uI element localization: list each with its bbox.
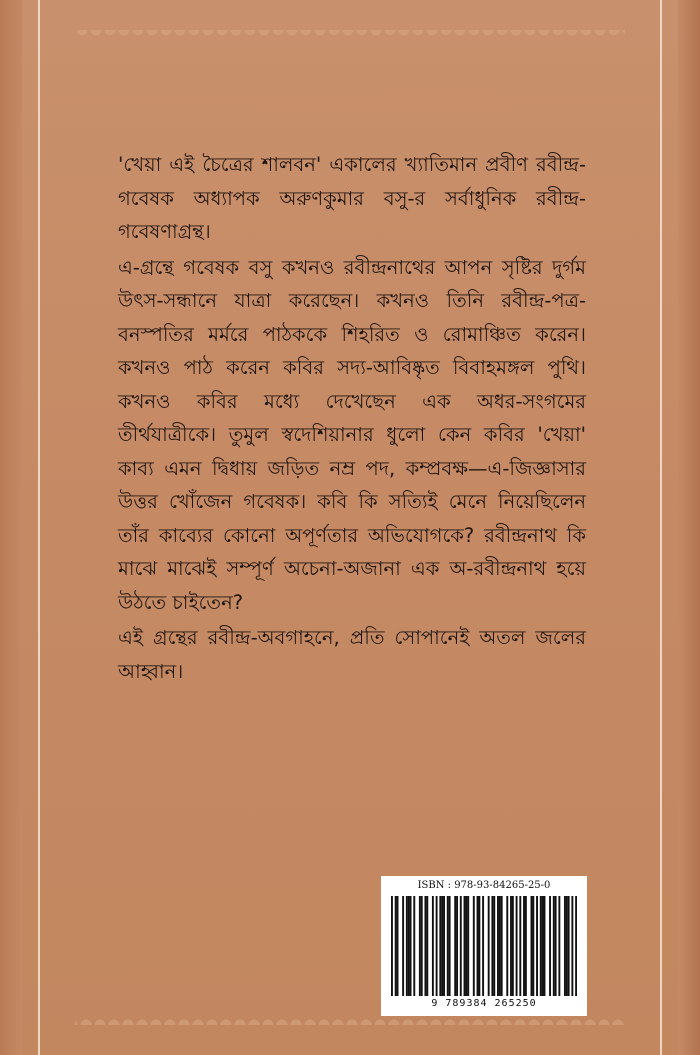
barcode-bar (421, 896, 423, 996)
barcode-bar (555, 896, 557, 996)
blurb-text (118, 148, 586, 690)
barcode-bar (501, 896, 503, 996)
barcode-bar (497, 896, 499, 996)
barcode-bar (568, 896, 570, 996)
barcode-bar (536, 896, 538, 996)
barcode-bar (391, 896, 393, 996)
barcode-bar (493, 896, 495, 996)
cover-left-edge (0, 0, 22, 1055)
barcode-bar (488, 896, 490, 996)
barcode-bar (566, 896, 568, 996)
barcode-bar (564, 896, 566, 996)
barcode-bar (575, 896, 577, 996)
border-line-right (660, 0, 662, 1055)
barcode-bar (553, 896, 555, 996)
barcode-panel (381, 876, 587, 1016)
barcode-bar (465, 896, 467, 996)
barcode-bar (460, 896, 462, 996)
barcode-icon (391, 896, 577, 996)
barcode-bar (499, 896, 501, 996)
barcode-bar (510, 896, 512, 996)
barcode-bar (410, 896, 412, 996)
barcode-bar (516, 896, 518, 996)
barcode-bar (449, 896, 451, 996)
barcode-bar (512, 896, 514, 996)
barcode-bar (544, 896, 546, 996)
blurb-paragraph-1: 'খেয়া এই চৈত্রের শালবন' একালের খ্যাতিমান প্রবীণ রবীন্দ্র-গবেষক অধ্যাপক অরুণকুমার বসু-র সর্বাধুনিক রবীন্দ্র-গবেষণাগ্রন্থ। (118, 153, 586, 243)
cover-right-edge (678, 0, 700, 1055)
barcode-bar (506, 896, 508, 996)
barcode-bar (542, 896, 544, 996)
barcode-bar (519, 896, 521, 996)
barcode-bar (402, 896, 404, 996)
barcode-bar (426, 896, 428, 996)
barcode-bar (436, 896, 438, 996)
barcode-bar (397, 896, 399, 996)
barcode-bar (406, 896, 408, 996)
barcode-bar (540, 896, 542, 996)
barcode-bar (477, 896, 479, 996)
barcode-bar (523, 896, 525, 996)
barcode-bar (531, 896, 533, 996)
blurb-paragraph-3: এই গ্রন্থের রবীন্দ্র-অবগাহনে, প্রতি সোপানেই অতল জলের আহ্বান। (118, 626, 586, 683)
barcode-bar (571, 896, 573, 996)
barcode-bar (456, 896, 458, 996)
barcode-bar (473, 896, 475, 996)
barcode-bar (447, 896, 449, 996)
barcode-bar (395, 896, 397, 996)
barcode-bar (491, 896, 493, 996)
decorative-border-top (75, 30, 625, 44)
barcode-bar (408, 896, 410, 996)
barcode-bar (413, 896, 415, 996)
barcode-digits: 9 789384 265250 (431, 998, 537, 1009)
barcode-bar (439, 896, 441, 996)
barcode-bar (432, 896, 434, 996)
barcode-bar (525, 896, 527, 996)
barcode-bar (532, 896, 534, 996)
isbn-label: ISBN : 978-93-84265-25-0 (417, 880, 551, 891)
blurb-paragraph-2: এ-গ্রন্থে গবেষক বসু কখনও রবীন্দ্রনাথের আপন সৃষ্টির দুর্গম উৎস-সন্ধানে যাত্রা করেছেন। কখনও তিনি রবীন্দ্র-পত্র-বনস্পতির মর্মরে পাঠককে শিহরিত ও রোমাঞ্চিত করেন। কখনও পাঠ করেন কবির সদ্য-আবিষ্কৃত বিবাহমঙ্গল পুথি। কখনও কবির মধ্যে দেখেছেন এক অধর-সংগমের তীর্থযাত্রীকে। তুমুল স্বদেশিয়ানার ধুলো কেন কবির 'খেয়া' কাব্য এমন দ্বিধায় জড়িত নম্র পদ, কম্প্রবক্ষ—এ-জিজ্ঞাসার উত্তর খোঁজেন গবেষক। কবি কি সত্যিই মেনে নিয়েছিলেন তাঁর কাব্যের কোনো অপূর্ণতার অভিযোগকে? রবীন্দ্রনাথ কি মাঝে মাঝেই সম্পূর্ণ অচেনা-অজানা এক অ-রবীন্দ্রনাথ হয়ে উঠতে চাইতেন? (118, 255, 586, 614)
border-line-left (38, 0, 40, 1055)
barcode-bar (443, 896, 445, 996)
barcode-bar (419, 896, 421, 996)
barcode-bar (467, 896, 469, 996)
barcode-bar (464, 896, 466, 996)
barcode-bar (441, 896, 443, 996)
barcode-bar (482, 896, 484, 996)
barcode-bar (549, 896, 551, 996)
barcode-bar (424, 896, 426, 996)
barcode-bar (558, 896, 560, 996)
barcode-bar (454, 896, 456, 996)
barcode-bar (478, 896, 480, 996)
